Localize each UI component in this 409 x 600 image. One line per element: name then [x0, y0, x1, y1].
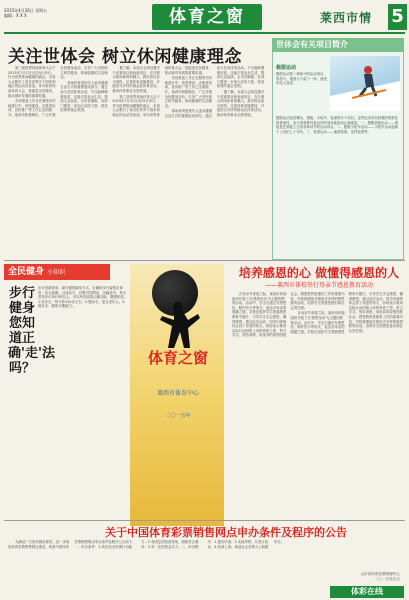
article-paragraph: 各项准备工作正在紧张有序地进行中，场馆建设、志愿者培训、宣传推广等工作已全面展开。莱西市积极响应，广泛开展全民健身活动，引导广大市民树立科学健身、休闲健康的生活理念。 — [8, 66, 108, 117]
sidebar-body: 极限运动包括攀岩、滑板、小轮车、轮滑等多个项目。这些运动具有较强的观赏性和挑战性，参与者需要具备良好的身体素质和心理素质。一、极限滑板运动——滑板是在滑板上完成各种动作的运动项目。二、极限小轮车运动——小轮车运动起源于上世纪七十年代。三、轮滑运动——速度轮滑、花样轮滑等。 — [276, 116, 399, 134]
edition-info: 2015年4月26日 星期五 编辑：X X X — [4, 8, 48, 18]
fitness-article: 步行是最简单、最方便的健身方式。正确的步行姿势应该是：抬头挺胸，目视前方，双臂自然摆动，步幅适中。每天坚持步行30分钟以上，可以有效改善心肺功能，增强体质。1.快步走：每分钟120步左右；2.慢步走：适合老年人；3.倒步走：锻炼平衡能力。 — [38, 286, 128, 309]
article-paragraph: 为满足广大彩民购彩需求，进一步规范体育彩票销售网点建设，现将中国体育彩票销售网点申办条件及程序公告如下：一、申办条件：1.具有完全民事行为能力；2.有固定的经营场所，面积符合要求；3.有一定的资金实力。二、申办程序：1.提出申请；2.实地考察；3.签订协议；4.培训上岗。欢迎社会各界人士积极申办。 — [8, 540, 285, 549]
section-divider — [4, 260, 405, 261]
section-divider — [4, 520, 405, 521]
sidebar-subtitle: 极限运动 — [276, 65, 297, 71]
article-paragraph: 据了解，本届大会将设置多个竞赛项目和表演项目，充分展示休闲体育的魅力。我市将以此为契机，完善体育设施建设，开展形式多样的群众性体育活动，推动体育事业全面发展。 — [112, 66, 161, 93]
fitness-banner-label: 全民健身 — [8, 267, 45, 277]
main-headline: 关注世体会 树立休闲健康理念 — [8, 47, 242, 67]
skier-icon — [330, 56, 400, 111]
lottery-signature: 山东省体育彩票管理中心 二〇一五年五月 — [360, 572, 400, 581]
lottery-article — [8, 540, 404, 590]
article-paragraph: 在母亲节来临之际，莱西市体校组织开展了以'感恩母亲'为主题的教育活动。活动中，学生们通过写感恩信、制作贺卡等形式，表达对母亲的感激之情。学校还组织学生观看感恩教育专题片，引导学生学会感恩、懂得感恩。通过此次活动，同学们深刻体会到了母爱的伟大，纷纷表示要用实际行动回报父母的养育之恩，努力学习，刻苦训练，用优异的成绩回报社会。感恩教育是德育工作的重要内容，学校将继续开展形式多样的感恩教育活动，培养学生的感恩意识和社会责任感。 — [232, 292, 345, 338]
skier-photo — [330, 56, 400, 111]
lottery-headline: 关于中国体育彩票销售网点申办条件及程序的公告 — [105, 526, 347, 539]
gratitude-subheadline: ——莱西市体校举行母亲节感恩教育活动 — [264, 282, 373, 289]
article-paragraph: 第三届世界休闲体育大会于2015年7月12日至25日举行。作为世界休闲健康的盛会，本届大会吸引了来自世界多个国家和地区的运动员参加。举办世界休闲体育大会，是促进全民健身、推动城市发展的重要机遇。 — [8, 66, 56, 98]
article-paragraph: 在母亲节来临之际，莱西市体校组织开展了以'感恩母亲'为主题的教育活动。活动中，学生们通过写感恩信、制作贺卡等形式，表达对母亲的感激之情。学校还组织学生观看感恩教育专题片，引导学生学会感恩、懂得感恩。通过此次活动，同学们深刻体会到了母爱的伟大，纷纷表示要用实际行动回报父母的养育之恩，努力学习，刻苦训练，用优异的成绩回报社会。感恩教育是德育工作的重要内容，学校将继续开展形式多样的感恩教育活动，培养学生的感恩意识和社会责任感。 — [290, 292, 403, 334]
article-paragraph: 休闲体育是现代人追求健康生活方式的重要组成部分。通过参与各类体育活动，不仅能够增强体质，还能丰富业余生活，提高生活品质。全市各镇街、各部门要进一步加大宣传力度，营造浓厚的赛会氛围。 — [60, 80, 108, 113]
article-paragraph: 第三届世界休闲体育大会于2015年7月12日至25日举行。作为世界休闲健康的盛会，本届大会吸引了来自世界多个国家和地区的运动员参加。举办世界休闲体育大会，是促进全民健身、推动城市发展的重要机遇。 — [112, 66, 213, 117]
sidebar-box-title: 世休会有关项目简介 — [272, 38, 404, 52]
brand-name: 莱西市情 — [320, 11, 373, 25]
gratitude-article — [232, 292, 404, 520]
gratitude-headline: 培养感恩的心 做懂得感恩的人 — [238, 266, 400, 280]
header-divider — [4, 32, 405, 34]
poster-title: 体育之窗 — [147, 349, 208, 367]
article-paragraph: 休闲体育是现代人追求健康生活方式的重要组成部分。通过参与各类体育活动，不仅能够增强体质，还能丰富业余生活，提高生活品质。全市各镇街、各部门要进一步加大宣传力度，营造浓厚的赛会氛围。 — [164, 66, 265, 118]
fitness-banner — [4, 264, 110, 280]
fitness-headline: 步行健身您知道正确'走'法吗？ — [8, 286, 55, 376]
section-title: 体育之窗 — [152, 4, 262, 30]
fitness-banner-small: 小知识 — [47, 269, 66, 276]
page-number: 5 — [388, 4, 407, 30]
sidebar-intro: 极限运动是一种新兴的运动项目，集技巧、速度与力量于一体，深受年轻人喜爱。 — [276, 72, 327, 86]
article-paragraph: 各项准备工作正在紧张有序地进行中，场馆建设、志愿者培训、宣传推广等工作已全面展开。莱西市积极响应，广泛开展全民健身活动，引导广大市民树立科学健身、休闲健康的生活理念。 — [164, 76, 213, 108]
main-article — [8, 66, 266, 256]
article-paragraph: 据了解，本届大会将设置多个竞赛项目和表演项目，充分展示休闲体育的魅力。我市将以此为契机，完善体育设施建设，开展形式多样的群众性体育活动，推动体育事业全面发展。 — [216, 89, 265, 117]
lottery-footer-badge: 体彩在线 — [330, 586, 404, 598]
poster-date: 二〇一五年 — [165, 413, 191, 419]
player-silhouette-icon — [150, 300, 206, 350]
poster-subtitle: 莱西市体育中心 — [156, 390, 199, 397]
